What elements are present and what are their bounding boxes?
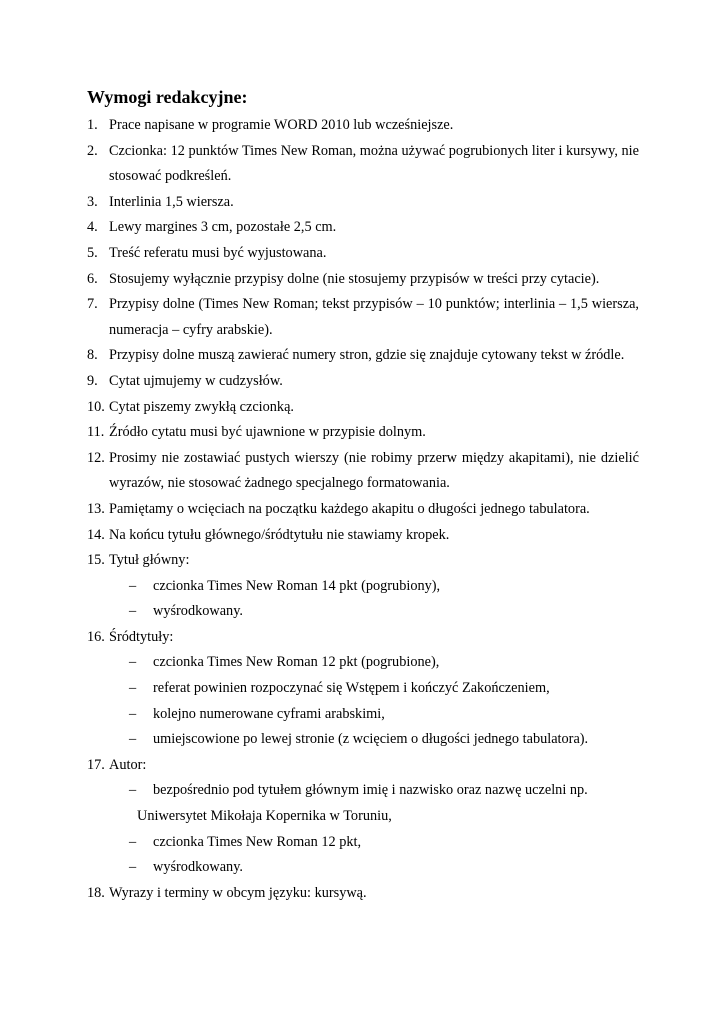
- sub-item-text: czcionka Times New Roman 12 pkt (pogrubione),: [153, 654, 440, 671]
- dash-bullet: –: [129, 603, 137, 620]
- list-item: [87, 113, 639, 139]
- sub-list: [109, 778, 639, 880]
- item-text: Na końcu tytułu głównego/śródtytułu nie stawiamy kropek.: [109, 526, 450, 543]
- list-item: [87, 369, 639, 395]
- item-number: 18.: [87, 884, 105, 901]
- list-item: [87, 190, 639, 216]
- item-number: 2.: [87, 142, 98, 159]
- sub-list-item: [109, 830, 639, 856]
- list-item: [87, 523, 639, 549]
- sub-list-item: [109, 702, 639, 728]
- item-text: Źródło cytatu musi być ujawnione w przypisie dolnym.: [109, 424, 426, 441]
- item-text: Wyrazy i terminy w obcym języku: kursywą.: [109, 884, 367, 901]
- item-text: Śródtytuły:: [109, 628, 174, 645]
- sub-item-text: kolejno numerowane cyframi arabskimi,: [153, 705, 385, 722]
- item-number: 15.: [87, 552, 105, 569]
- sub-item-text: wyśrodkowany.: [153, 603, 244, 620]
- item-text: Czcionka: 12 punktów Times New Roman, można używać pogrubionych liter i kursywy, nie stosować podkreśleń.: [109, 142, 639, 185]
- list-item: [87, 395, 639, 421]
- item-number: 8.: [87, 347, 98, 364]
- sub-list-item: [109, 727, 639, 753]
- item-number: 10.: [87, 398, 105, 415]
- sub-list-item: [109, 855, 639, 881]
- list-item: [87, 343, 639, 369]
- sub-item-text: referat powinien rozpoczynać się Wstępem i kończyć Zakończeniem,: [153, 680, 550, 697]
- list-item: [87, 497, 639, 523]
- sub-item-text: czcionka Times New Roman 12 pkt,: [153, 833, 362, 850]
- item-number: 16.: [87, 628, 105, 645]
- sub-item-text: czcionka Times New Roman 14 pkt (pogrubiony),: [153, 577, 441, 594]
- list-item: [87, 241, 639, 267]
- list-item: [87, 625, 639, 753]
- item-number: 12.: [87, 449, 105, 466]
- item-number: 7.: [87, 296, 98, 313]
- item-text: Cytat piszemy zwykłą czcionką.: [109, 398, 295, 415]
- sub-item-text: wyśrodkowany.: [153, 859, 244, 876]
- item-text: Prosimy nie zostawiać pustych wierszy (nie robimy przerw między akapitami), nie dzielić wyrazów, nie stosować żadnego specjalnego formatowania.: [109, 449, 639, 492]
- item-number: 14.: [87, 526, 105, 543]
- item-text: Przypisy dolne (Times New Roman; tekst przypisów – 10 punktów; interlinia – 1,5 wiersza, numeracja – cyfry arabskie).: [109, 296, 639, 338]
- sub-item-continuation: Uniwersytet Mikołaja Kopernika w Toruniu,: [137, 808, 392, 825]
- sub-list-item: [109, 650, 639, 676]
- dash-bullet: –: [129, 833, 137, 850]
- sub-list: [109, 574, 639, 625]
- sub-list-item: [109, 676, 639, 702]
- dash-bullet: –: [129, 782, 137, 799]
- item-number: 4.: [87, 219, 98, 236]
- requirements-list: [87, 113, 639, 906]
- item-number: 3.: [87, 193, 98, 210]
- item-text: Przypisy dolne muszą zawierać numery stron, gdzie się znajduje cytowany tekst w źródle.: [109, 347, 625, 364]
- item-number: 11.: [87, 424, 105, 441]
- item-text: Cytat ujmujemy w cudzysłów.: [109, 372, 283, 389]
- list-item: [87, 881, 639, 907]
- item-number: 6.: [87, 270, 98, 287]
- item-number: 13.: [87, 500, 105, 517]
- dash-bullet: –: [129, 577, 137, 594]
- item-text: Interlinia 1,5 wiersza.: [109, 193, 234, 210]
- list-item: [87, 267, 639, 293]
- item-text: Stosujemy wyłącznie przypisy dolne (nie stosujemy przypisów w treści przy cytacie).: [109, 270, 600, 287]
- item-text: Pamiętamy o wcięciach na początku każdego akapitu o długości jednego tabulatora.: [109, 500, 590, 517]
- dash-bullet: –: [129, 859, 137, 876]
- list-item: [87, 420, 639, 446]
- list-item: [87, 548, 639, 625]
- dash-bullet: –: [129, 731, 137, 748]
- sub-item-text: umiejscowione po lewej stronie (z wcięciem o długości jednego tabulatora).: [153, 731, 589, 748]
- sub-list: [109, 650, 639, 752]
- item-text: Autor:: [109, 756, 147, 773]
- sub-list-item: [109, 778, 639, 829]
- list-item: [87, 215, 639, 241]
- item-number: 5.: [87, 244, 98, 261]
- sub-item-text: bezpośrednio pod tytułem głównym imię i nazwisko oraz nazwę uczelni np.: [153, 782, 588, 799]
- list-item: [87, 446, 639, 497]
- dash-bullet: –: [129, 654, 137, 671]
- list-item: [87, 292, 639, 343]
- item-text: Treść referatu musi być wyjustowana.: [109, 244, 327, 261]
- list-item: [87, 139, 639, 190]
- item-text: Lewy margines 3 cm, pozostałe 2,5 cm.: [109, 219, 337, 236]
- item-number: 1.: [87, 117, 98, 133]
- item-number: 9.: [87, 372, 98, 389]
- item-text: Prace napisane w programie WORD 2010 lub wcześniejsze.: [109, 117, 454, 133]
- dash-bullet: –: [129, 680, 137, 697]
- item-text: Tytuł główny:: [109, 552, 190, 569]
- sub-list-item: [109, 599, 639, 625]
- sub-list-item: [109, 574, 639, 600]
- dash-bullet: –: [129, 705, 137, 722]
- item-number: 17.: [87, 756, 105, 773]
- document-heading: Wymogi redakcyjne:: [87, 87, 248, 107]
- list-item: [87, 753, 639, 881]
